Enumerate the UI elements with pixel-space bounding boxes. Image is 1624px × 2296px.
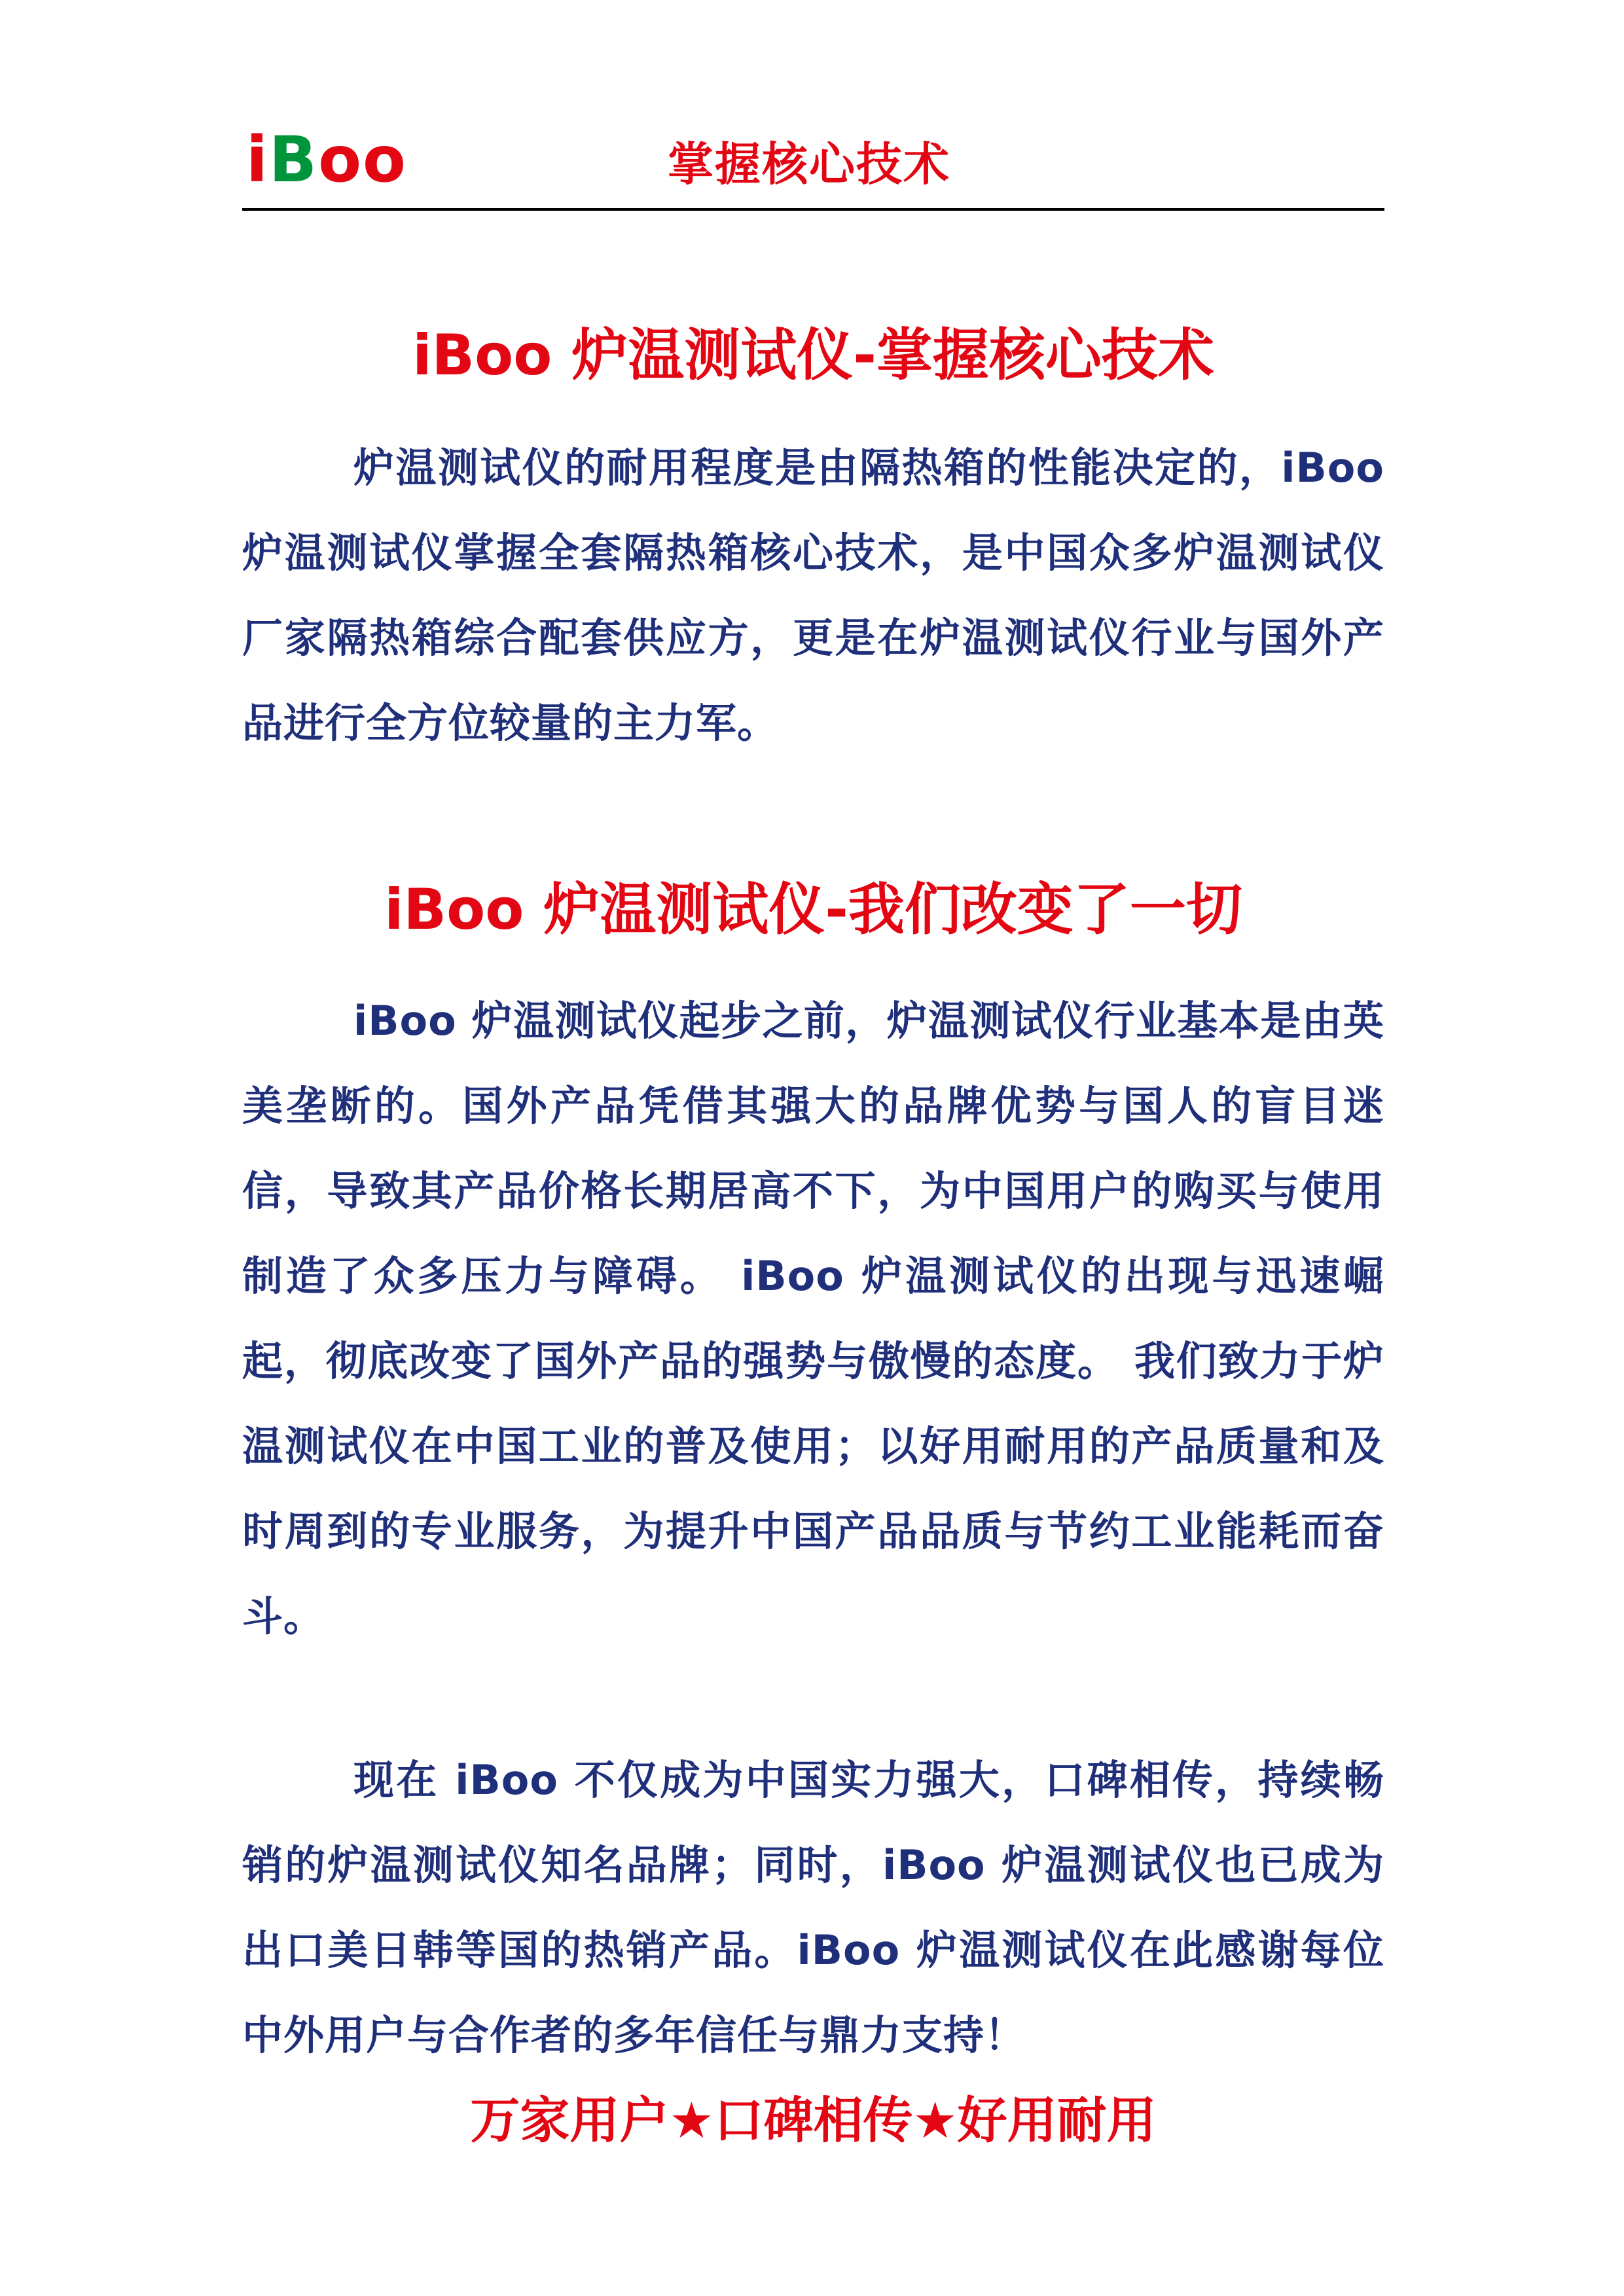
section-title-core-technology: iBoo 炉温测试仪-掌握核心技术 — [412, 323, 1214, 388]
iboo-logo — [246, 123, 407, 196]
slogan: 万家用户★口碑相传★好用耐用 — [470, 2091, 1157, 2149]
logo-letter-i: i — [246, 123, 269, 196]
logo-letter-b: B — [268, 123, 319, 196]
page-header — [242, 123, 1384, 211]
section-title-changed-everything: iBoo 炉温测试仪-我们改变了一切 — [384, 877, 1242, 942]
header-title: 掌握核心技术 — [668, 137, 950, 191]
logo-letters-oo: oo — [318, 123, 407, 196]
paragraph-changed-everything: iBoo 炉温测试仪起步之前，炉温测试仪行业基本是由英美垄断的。国外产品凭借其强大的品牌优势与国人的盲目迷信，导致其产品价格长期居高不下，为中国用户的购买与使用制造了众多压力与障碍。 iBoo 炉温测试仪的出现与迅速崛起，彻底改变了国外产品的强势与傲慢的态度。 我们致力于炉温测试仪在中国工业的普及使用；以好用耐用的产品质量和及时周到的专业服务，为提升中国产品品质与节约工业能耗而奋斗。 — [242, 997, 1384, 1640]
paragraph-thanks: 现在 iBoo 不仅成为中国实力强大，口碑相传，持续畅销的炉温测试仪知名品牌；同时，iBoo 炉温测试仪也已成为出口美日韩等国的热销产品。iBoo 炉温测试仪在此感谢每位中外用户与合作者的多年信任与鼎力支持！ — [242, 1756, 1384, 2059]
paragraph-core-technology: 炉温测试仪的耐用程度是由隔热箱的性能决定的，iBoo 炉温测试仪掌握全套隔热箱核心技术，是中国众多炉温测试仪厂家隔热箱综合配套供应方，更是在炉温测试仪行业与国外产品进行全方位较量的主力军。 — [242, 444, 1384, 747]
